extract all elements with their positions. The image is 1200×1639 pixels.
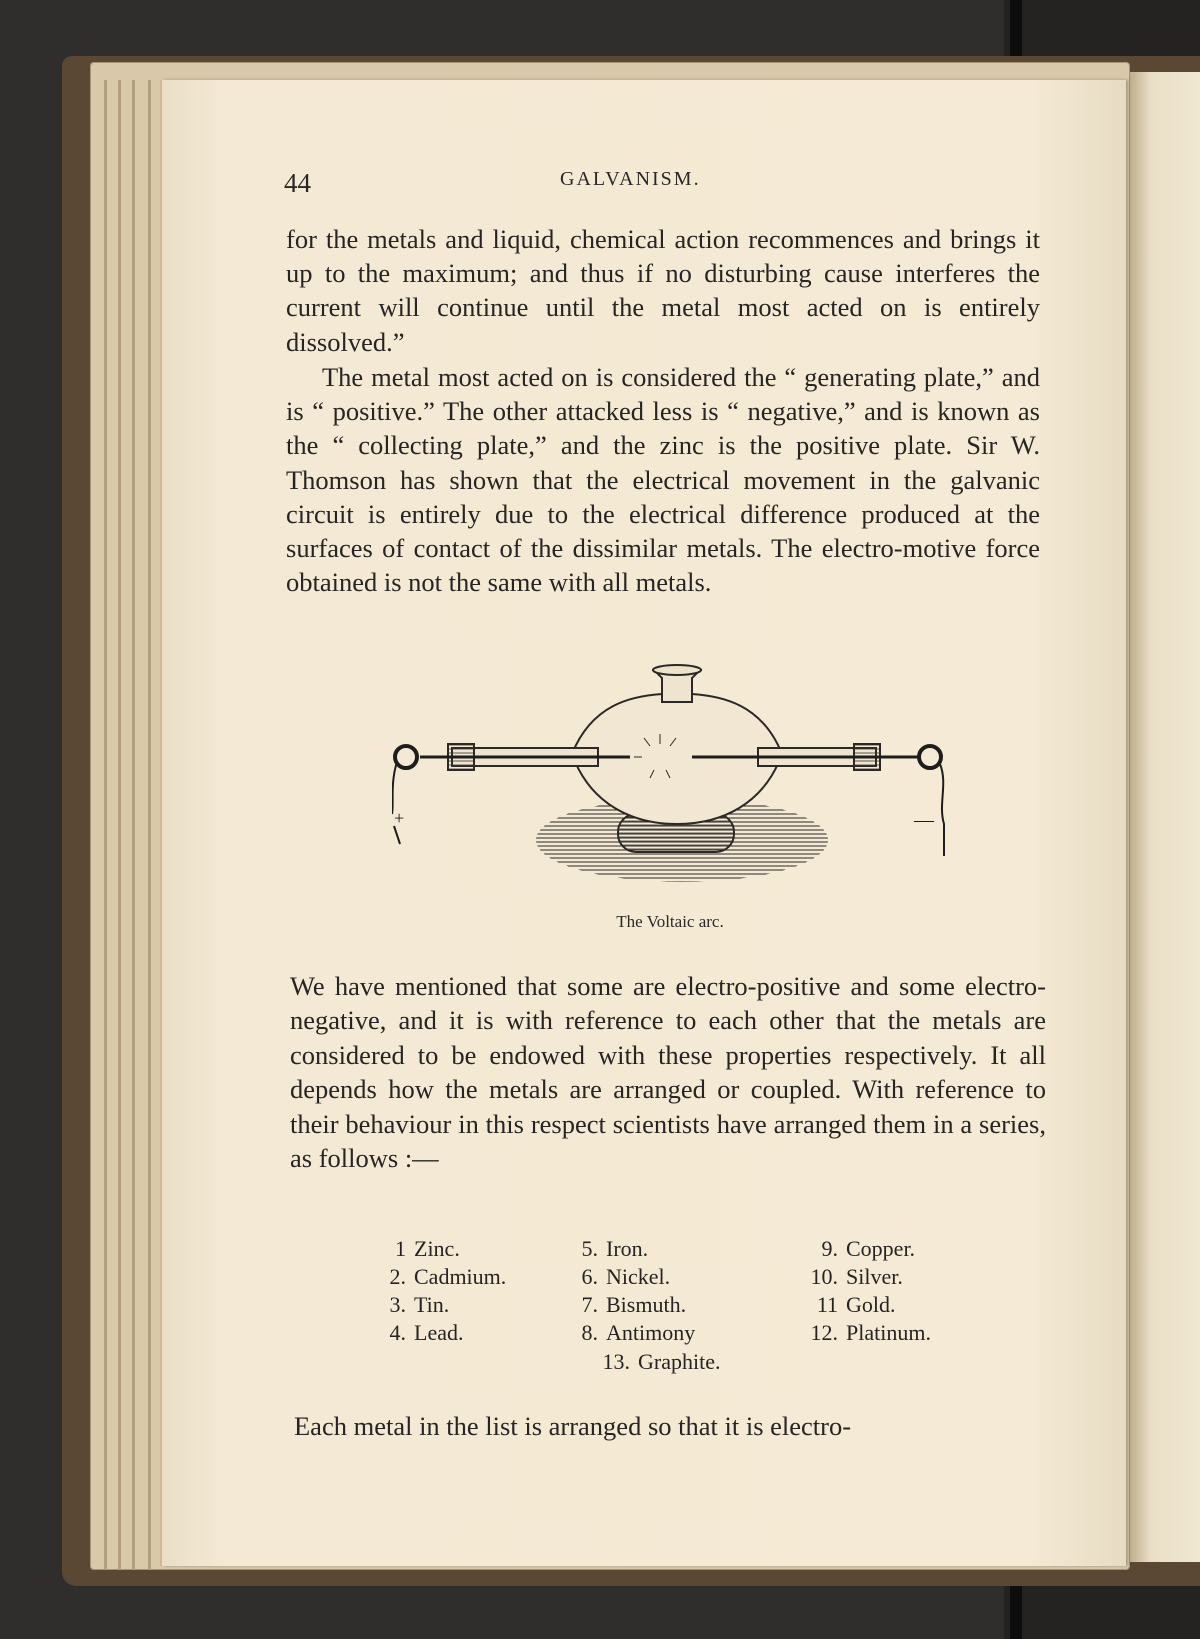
page-number: 44 xyxy=(284,168,311,198)
neck-rim xyxy=(653,665,701,675)
paragraph-1: for the metals and liquid, chemical action recommences and brings it up to the maximum; and thus if no disturbing cause interferes the current will continue until the metal most acted on is entirely dissolved.” xyxy=(286,224,1040,357)
right-wire xyxy=(940,764,944,856)
facing-page-edge xyxy=(1130,72,1200,1562)
series-item: 2. Cadmium. xyxy=(389,1264,507,1289)
paragraph-2: The metal most acted on is considered the “ generating plate,” and is “ positive.” The other attacked less is “ negative,” and is known as the “ collecting plate,” and the zinc is the positive plate. Sir W. Thomson has shown that the electrical movement in the galvanic circuit is entirely due to the electrical difference produced at the surfaces of contact of the dissimilar metals. The electro-motive force obtained is not the same with all metals. xyxy=(286,362,1040,598)
series-item: 4. Lead. xyxy=(389,1320,464,1345)
series-item: 13. Graphite. xyxy=(602,1349,721,1374)
left-wire xyxy=(392,762,400,844)
series-item: 7. Bismuth. xyxy=(581,1292,687,1317)
paragraph-4: Each metal in the list is arranged so that it is electro- xyxy=(294,1411,852,1441)
series-item: 9. Copper. xyxy=(821,1236,916,1261)
series-item: 10. Silver. xyxy=(810,1264,903,1289)
series-item: 11 Gold. xyxy=(816,1292,896,1317)
series-item: 5. Iron. xyxy=(581,1236,649,1261)
page-edge xyxy=(118,80,121,1570)
series-item: 8. Antimony xyxy=(581,1320,696,1345)
series-item: 3. Tin. xyxy=(389,1292,450,1317)
page-edge xyxy=(104,80,107,1570)
series-item: 1 Zinc. xyxy=(395,1236,460,1261)
left-terminal-ring xyxy=(395,746,417,768)
voltaic-arc-illustration xyxy=(392,664,952,906)
background-bar-bottom xyxy=(1010,1580,1022,1639)
series-item: 12. Platinum. xyxy=(810,1320,931,1345)
page-edge xyxy=(132,80,135,1570)
minus-sign: — xyxy=(914,809,934,831)
plus-sign: + xyxy=(394,808,405,828)
paragraph-3: We have mentioned that some are electro-positive and some electro-negative, and it is with reference to each other that the metals are considered to be endowed with these properties respectively. It all depends how the metals are arranged or coupled. With reference to their behaviour in this respect scientists have arranged them in a series, as follows :— xyxy=(290,971,1046,1174)
right-terminal-ring xyxy=(919,746,941,768)
series-item: 6. Nickel. xyxy=(581,1264,671,1289)
figure-caption: The Voltaic arc. xyxy=(616,912,724,931)
metal-series-list xyxy=(376,1236,976,1376)
page-edge xyxy=(148,80,151,1570)
background-bar-top xyxy=(1010,0,1022,60)
running-head: GALVANISM. xyxy=(560,168,701,190)
